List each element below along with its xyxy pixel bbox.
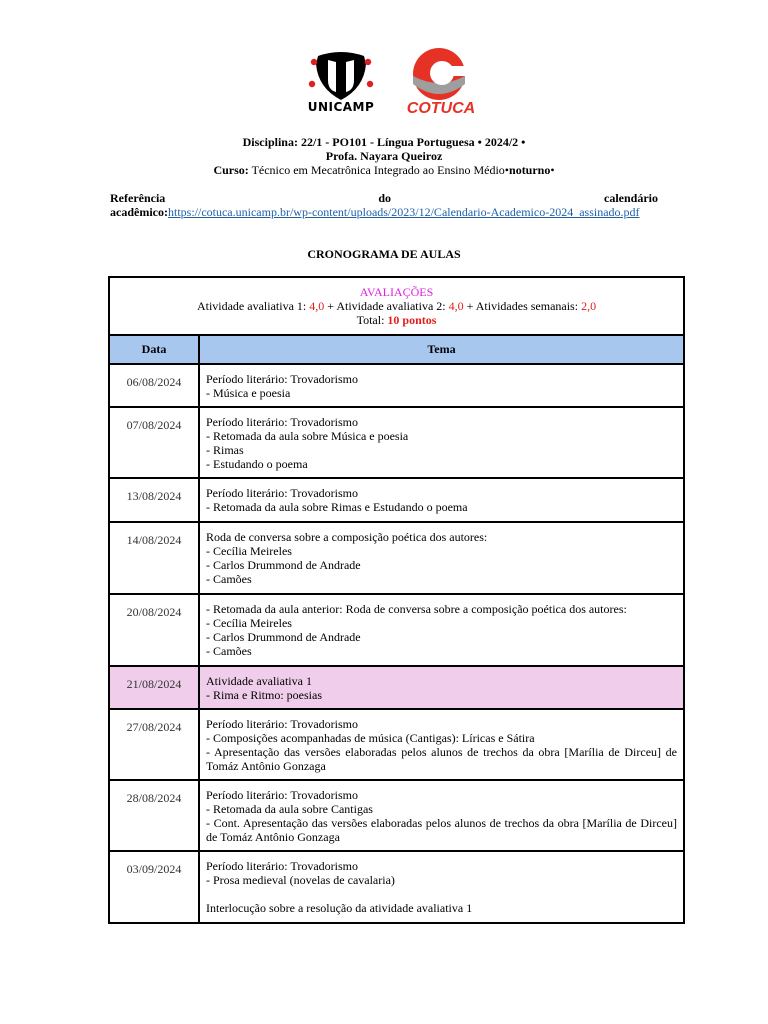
row-date: 06/08/2024 [109,364,199,407]
row-topic [199,522,684,594]
topic-line: Atividade avaliativa 1 [206,674,312,688]
table-row [109,478,684,522]
row-date: 20/08/2024 [109,594,199,666]
unicamp-wordmark: UNICAMP [307,100,375,114]
table-row [109,594,684,666]
calendar-reference: Referência do calendário acadêmico:https://cotuca.unicamp.br/wp-content/uploads/2023/12/Calendario-Academico-2024_assinado.pdf [110,191,658,219]
row-topic [199,364,684,407]
topic-line: - Retomada da aula sobre Música e poesia [206,429,409,443]
cotuca-wordmark: COTUCA [406,100,476,117]
topic-line: Interlocução sobre a resolução da atividade avaliativa 1 [206,901,473,915]
table-row [109,522,684,594]
topic-line: Período literário: Trovadorismo [206,859,358,873]
table-row [109,780,684,851]
topic-line: Período literário: Trovadorismo [206,415,358,429]
teacher-line: Profa. Nayara Queiroz [325,149,443,163]
table-row [109,709,684,780]
topic-line: - Camões [206,644,252,658]
topic-line: - Cecília Meireles [206,544,292,558]
row-date: 14/08/2024 [109,522,199,594]
topic-line: - Carlos Drummond de Andrade [206,558,361,572]
table-row [109,666,684,709]
topic-line: - Estudando o poema [206,457,308,471]
table-row [109,364,684,407]
row-date: 07/08/2024 [109,407,199,478]
row-date: 03/09/2024 [109,851,199,923]
row-topic [199,851,684,923]
logos [0,40,768,120]
evaluation-summary: AVALIAÇÕES Atividade avaliativa 1: 4,0 + Atividade avaliativa 2: 4,0 + Atividades semanais: 2,0 Total: 10 pontos [109,277,684,335]
topic-line [206,887,677,901]
row-date: 13/08/2024 [109,478,199,522]
topic-line: - Camões [206,572,252,586]
topic-line: Período literário: Trovadorismo [206,788,358,802]
table-row [109,407,684,478]
row-topic [199,666,684,709]
discipline-line: Disciplina: 22/1 - PO101 - Língua Portuguesa • 2024/2 • [242,135,526,149]
row-topic [199,709,684,780]
row-date: 28/08/2024 [109,780,199,851]
row-topic [199,478,684,522]
topic-line: - Rimas [206,443,244,457]
row-date: 21/08/2024 [109,666,199,709]
topic-line: Período literário: Trovadorismo [206,717,358,731]
section-title: CRONOGRAMA DE AULAS [307,247,461,261]
topic-line: Período literário: Trovadorismo [206,372,358,386]
row-topic [199,594,684,666]
topic-line: - Retomada da aula anterior: Roda de conversa sobre a composição poética dos autores: [206,602,627,616]
column-header-topic: Tema [199,335,684,364]
topic-line: Roda de conversa sobre a composição poética dos autores: [206,530,488,544]
unicamp-logo [304,50,378,126]
row-topic [199,407,684,478]
row-topic [199,780,684,851]
topic-line: - Composições acompanhadas de música (Cantigas): Líricas e Sátira [206,731,535,745]
cotuca-logo [404,44,474,104]
topic-line: - Prosa medieval (novelas de cavalaria) [206,873,395,887]
topic-line: - Rima e Ritmo: poesias [206,688,322,702]
topic-line: - Cont. Apresentação das versões elaboradas pelos alunos de trechos da obra [Marília de Dirceu] de Tomáz Antônio Gonzaga [206,816,677,844]
topic-line: - Retomada da aula sobre Cantigas [206,802,373,816]
topic-line: Período literário: Trovadorismo [206,486,358,500]
table-row [109,851,684,923]
topic-line: - Apresentação das versões elaboradas pelos alunos de trechos da obra [Marília de Dirceu] de Tomáz Antônio Gonzaga [206,745,677,773]
course-line: Curso: Técnico em Mecatrônica Integrado ao Ensino Médio•noturno• [213,163,555,177]
course-header [0,135,768,177]
column-header-date: Data [109,335,199,364]
topic-line: - Carlos Drummond de Andrade [206,630,361,644]
evaluation-title: AVALIAÇÕES [359,285,434,299]
row-date: 27/08/2024 [109,709,199,780]
topic-line: - Cecília Meireles [206,616,292,630]
topic-line: - Retomada da aula sobre Rimas e Estudando o poema [206,500,468,514]
topic-line: - Música e poesia [206,386,291,400]
calendar-link[interactable]: https://cotuca.unicamp.br/wp-content/uploads/2023/12/Calendario-Academico-2024_assinado.pdf [167,205,640,219]
schedule-table [108,276,685,924]
